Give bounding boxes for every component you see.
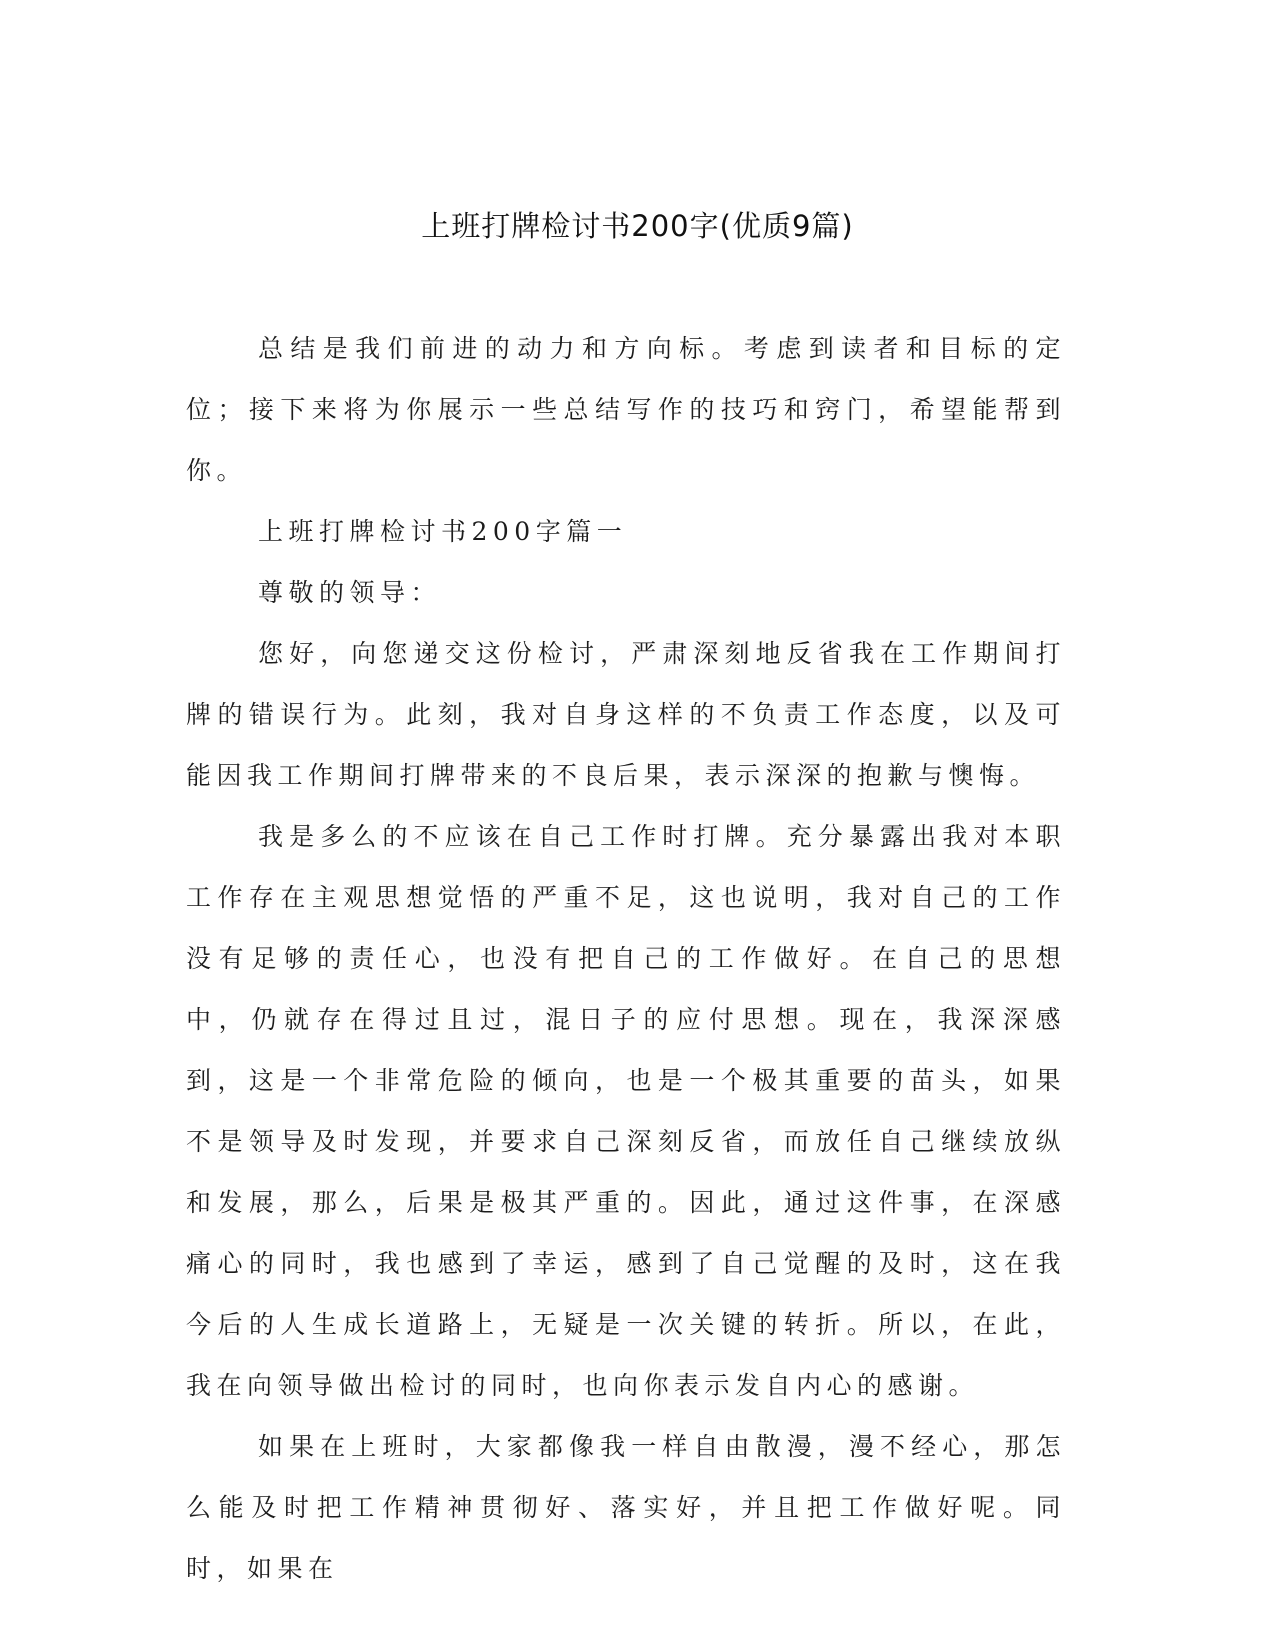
body-paragraph: 您好，向您递交这份检讨，严肃深刻地反省我在工作期间打牌的错误行为。此刻，我对自身这样的不负责工作态度，以及可能因我工作期间打牌带来的不良后果，表示深深的抱歉与懊悔。: [186, 639, 1066, 790]
salutation: 尊敬的领导：: [258, 578, 442, 607]
body-paragraph: 如果在上班时，大家都像我一样自由散漫，漫不经心，那怎么能及时把工作精神贯彻好、落实好，并且把工作做好呢。同时，如果在: [186, 1432, 1066, 1583]
document-body: [186, 318, 1066, 1599]
body-paragraph: 我是多么的不应该在自己工作时打牌。充分暴露出我对本职工作存在主观思想觉悟的严重不足，这也说明，我对自己的工作没有足够的责任心，也没有把自己的工作做好。在自己的思想中，仍就存在得过且过，混日子的应付思想。现在，我深深感到，这是一个非常危险的倾向，也是一个极其重要的苗头，如果不是领导及时发现，并要求自己深刻反省，而放任自己继续放纵和发展，那么，后果是极其严重的。因此，通过这件事，在深感痛心的同时，我也感到了幸运，感到了自己觉醒的及时，这在我今后的人生成长道路上，无疑是一次关键的转折。所以，在此，我在向领导做出检讨的同时，也向你表示发自内心的感谢。: [186, 822, 1066, 1400]
document-title: 上班打牌检讨书200字(优质9篇): [421, 209, 854, 243]
intro-paragraph: 总结是我们前进的动力和方向标。考虑到读者和目标的定位；接下来将为你展示一些总结写作的技巧和窍门，希望能帮到你。: [186, 334, 1066, 485]
section-heading: 上班打牌检讨书200字篇一: [258, 517, 628, 546]
